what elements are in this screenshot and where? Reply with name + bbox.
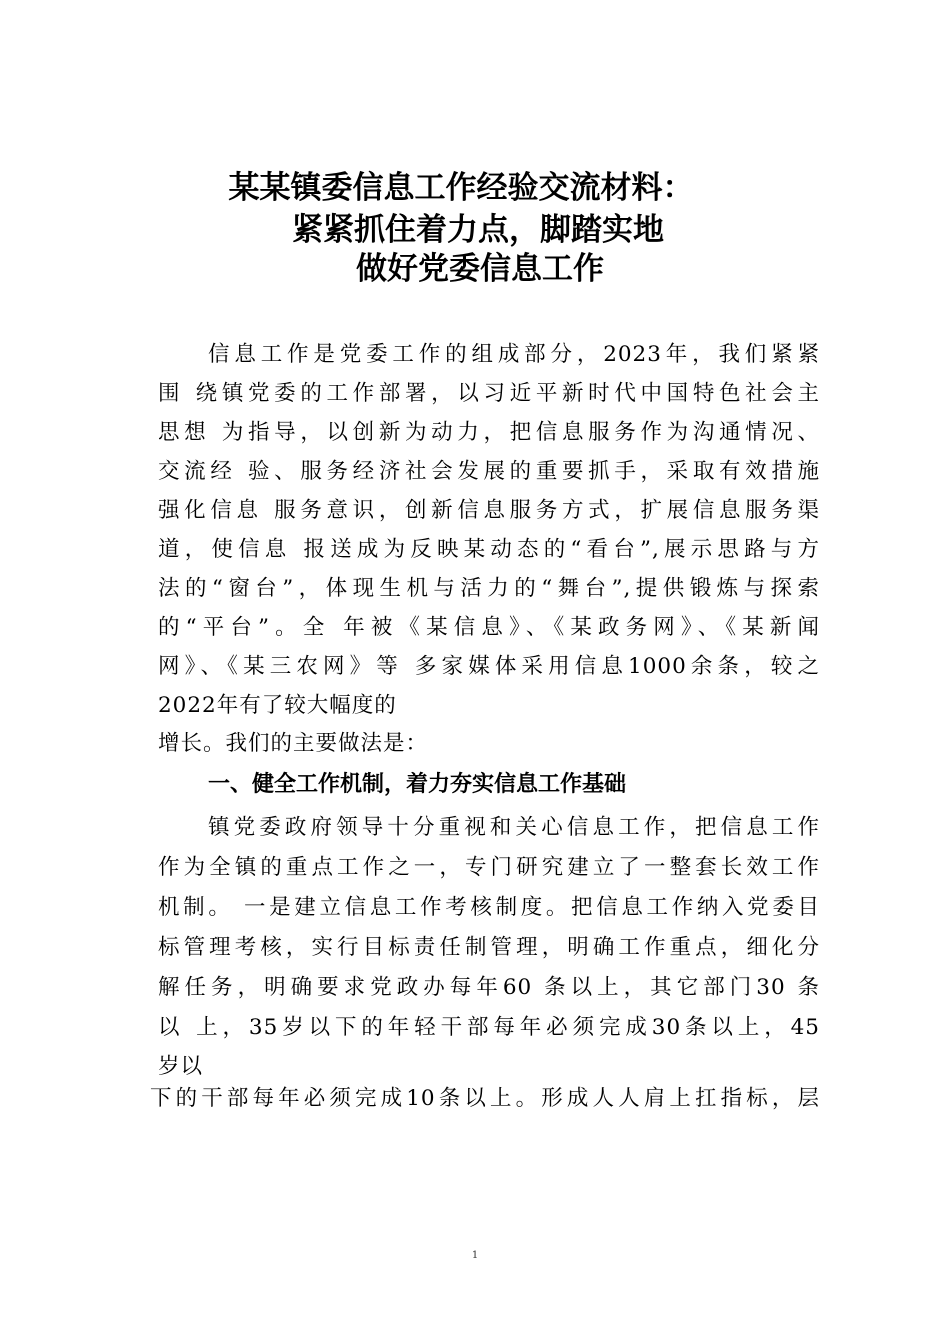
paragraph-1-line: 信息工作是党委工作的组成部分，2023年，我们紧紧 <box>208 342 820 367</box>
paragraph-1-line: 思想 为指导，以创新为动力，把信息服务作为沟通情况、 <box>158 420 820 445</box>
paragraph-1-line: 网》、《某三农网》等 多家媒体采用信息1000余条，较之 <box>158 654 820 679</box>
paragraph-1-line: 2022年有了较大幅度的 <box>158 693 397 718</box>
paragraph-1-line: 增长。我们的主要做法是： <box>158 731 429 756</box>
section-1-heading: 一、健全工作机制，着力夯实信息工作基础 <box>208 772 627 797</box>
paragraph-2-line: 机制。 一是建立信息工作考核制度。把信息工作纳入党委目 <box>158 895 820 920</box>
paragraph-1-line: 的“平台”。全 年被《某信息》、《某政务网》、《某新闻 <box>158 615 820 640</box>
paragraph-1-line: 强化信息 服务意识，创新信息服务方式，扩展信息服务渠 <box>158 498 820 523</box>
paragraph-1-line: 法的“窗台”，体现生机与活力的“舞台”,提供锻炼与探索 <box>158 576 820 601</box>
paragraph-1-line: 围 绕镇党委的工作部署，以习近平新时代中国特色社会主 <box>158 381 820 406</box>
paragraph-2-line: 解任务，明确要求党政办每年60 条以上，其它部门30 条 <box>158 975 820 1000</box>
paragraph-2-line: 下的干部每年必须完成10条以上。形成人人肩上扛指标，层 <box>150 1086 820 1111</box>
title-line-1: 某某镇委信息工作经验交流材料： <box>228 170 694 206</box>
paragraph-2-line: 岁以 <box>158 1054 204 1079</box>
paragraph-2-line: 镇党委政府领导十分重视和关心信息工作，把信息工作 <box>208 815 820 840</box>
paragraph-2-line: 标管理考核，实行目标责任制管理，明确工作重点，细化分 <box>158 935 820 960</box>
page-number: 1 <box>471 1250 479 1261</box>
paragraph-2-line: 以 上，35岁以下的年轻干部每年必须完成30条以上，45 <box>158 1015 820 1040</box>
paragraph-2-line: 作为全镇的重点工作之一，专门研究建立了一整套长效工作 <box>158 855 820 880</box>
title-line-3: 做好党委信息工作 <box>356 251 604 287</box>
paragraph-1-line: 道，使信息 报送成为反映某动态的“看台”,展示思路与方 <box>158 537 820 562</box>
paragraph-1-line: 交流经 验、服务经济社会发展的重要抓手，采取有效措施 <box>158 459 820 484</box>
title-line-2: 紧紧抓住着力点，脚踏实地 <box>292 212 664 248</box>
